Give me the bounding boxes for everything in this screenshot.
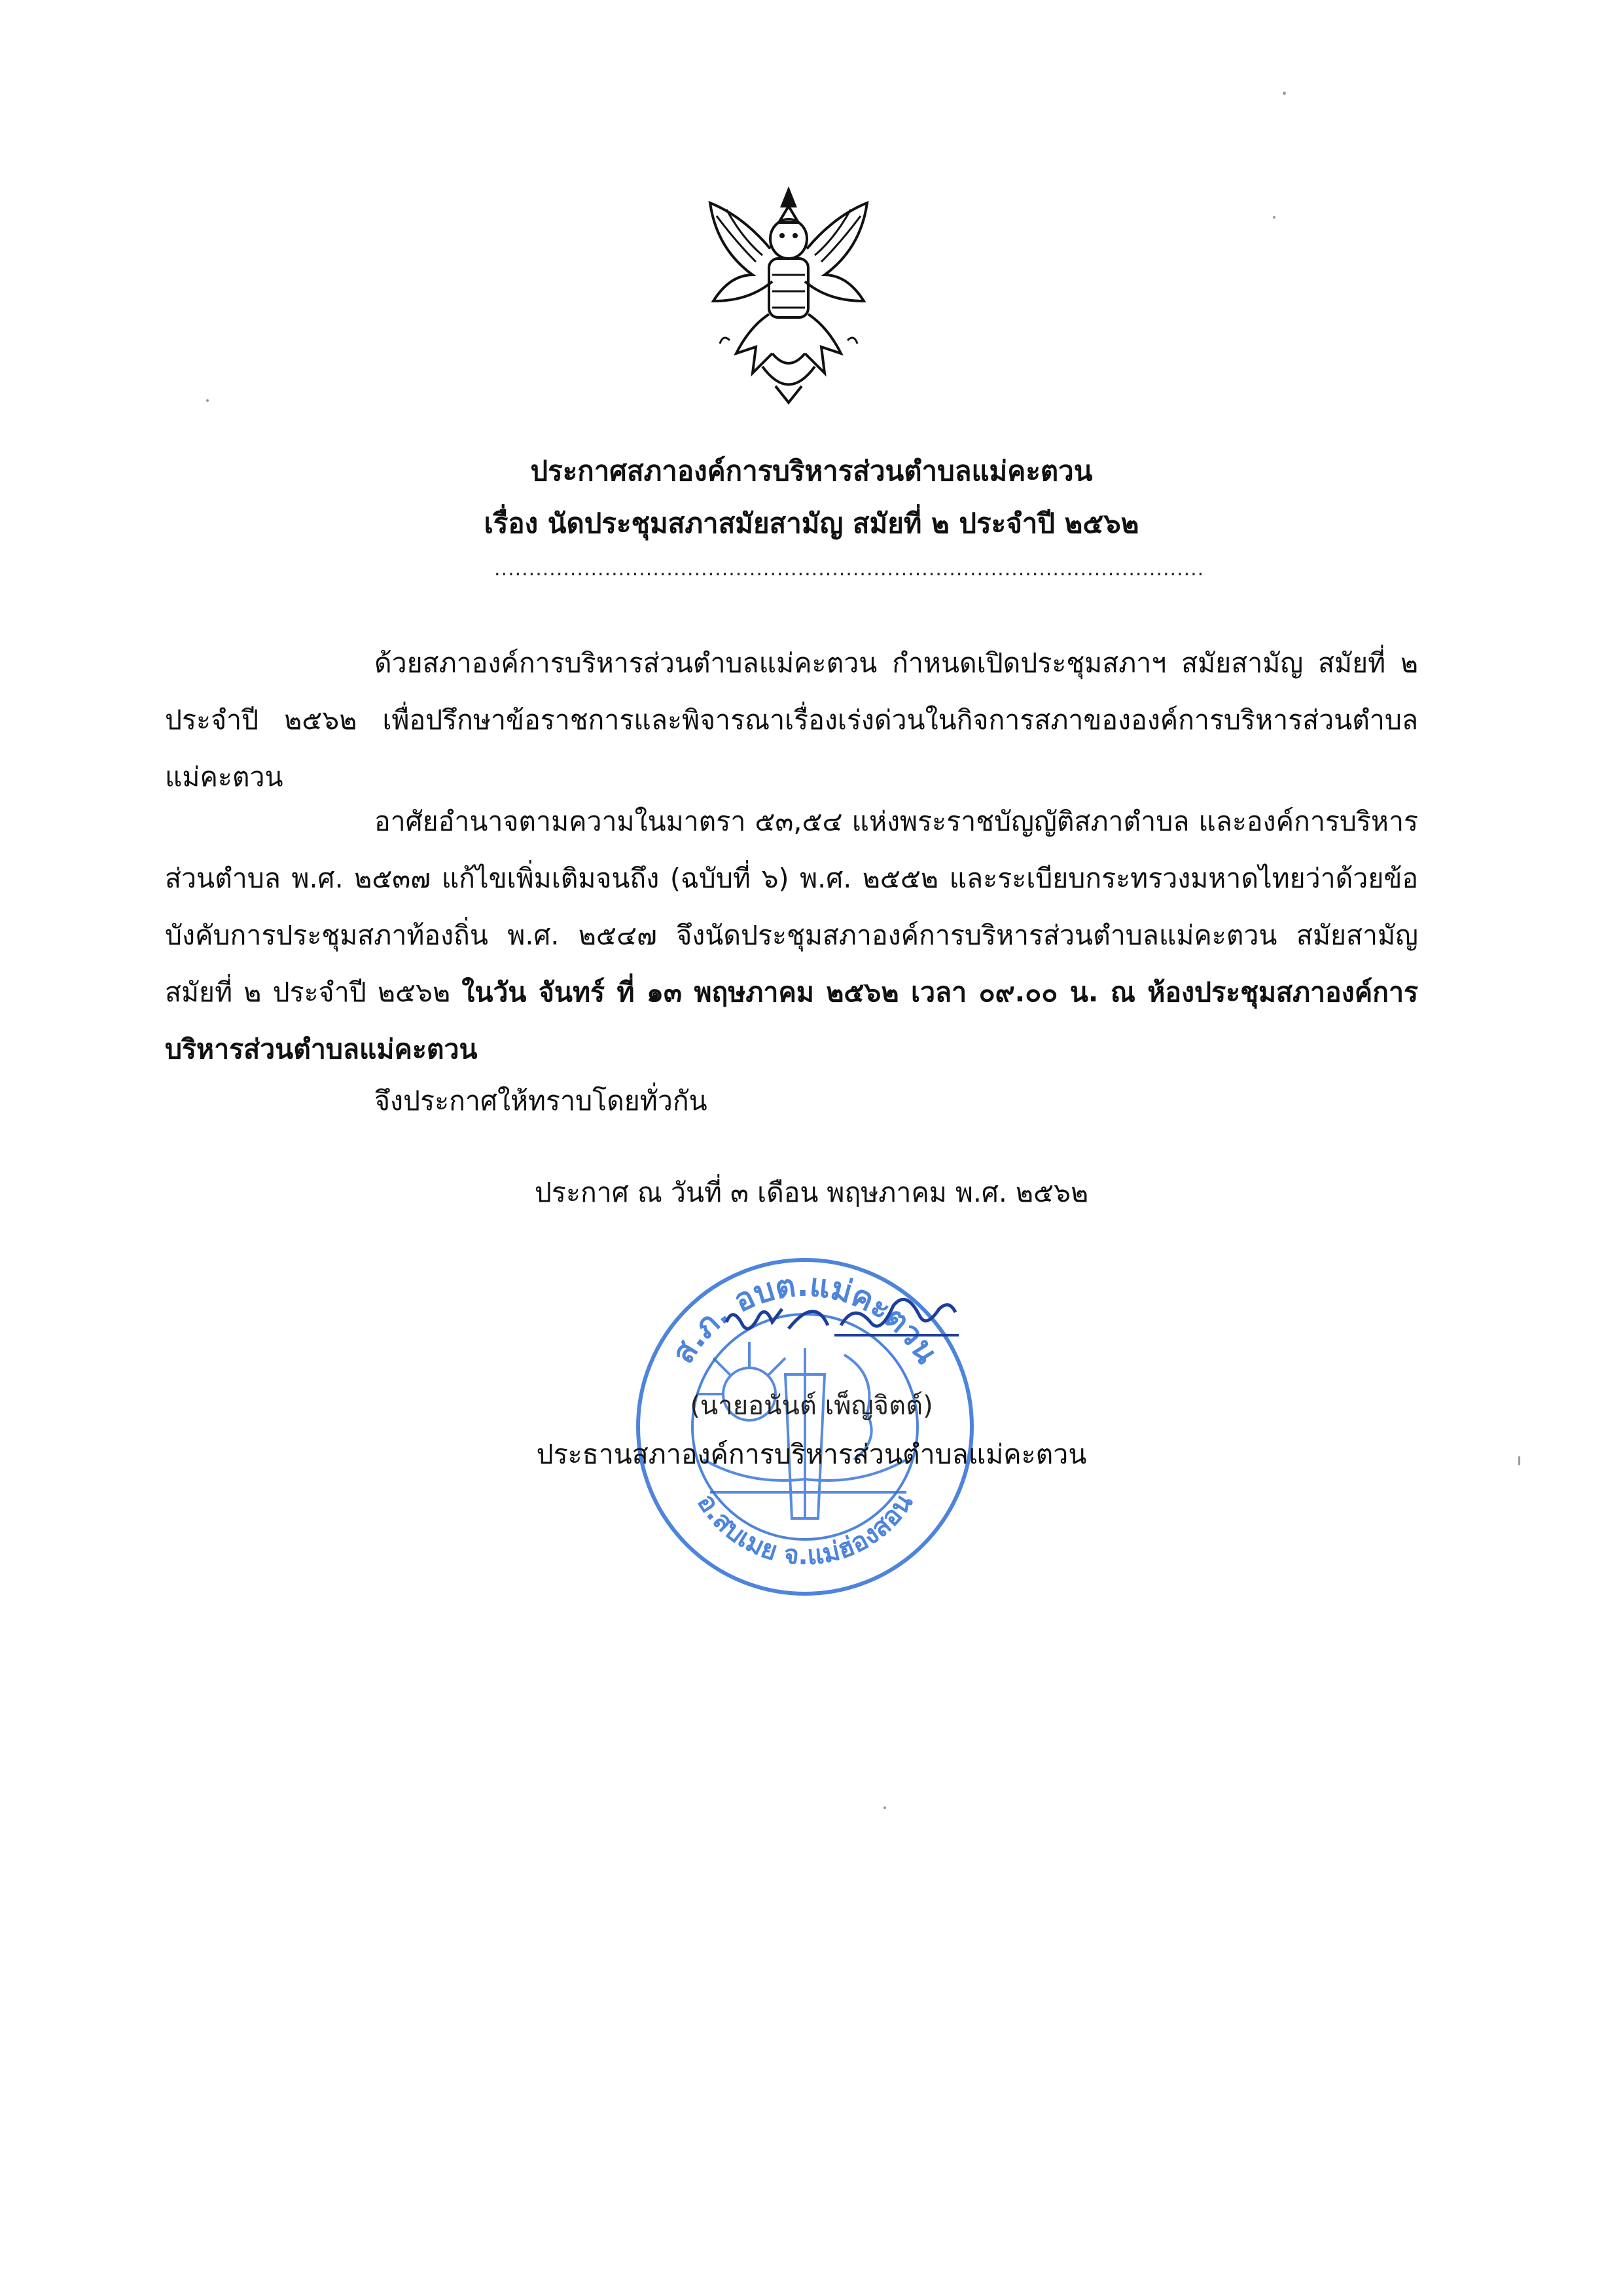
closing-statement: จึงประกาศให้ทราบโดยทั่วกัน [374, 1085, 707, 1117]
scan-speck [1273, 216, 1275, 219]
signatory-name: (นายอนันต์ เพ็ญจิตต์) [690, 1391, 933, 1421]
meeting-details: ในวัน จันทร์ ที่ ๑๓ พฤษภาคม ๒๕๖๒ เวลา ๐๙.๐๐ น. ณ ห้องประชุมสภาองค์การบริหารส่วนตำบลแม่คะตวน [165, 977, 1418, 1065]
announcement-title: ประกาศสภาองค์การบริหารส่วนตำบลแม่คะตวน [530, 455, 1093, 487]
scan-speck [1518, 1456, 1520, 1465]
scan-speck [1283, 92, 1286, 95]
scan-speck [206, 399, 209, 402]
signatory-position: ประธานสภาองค์การบริหารส่วนตำบลแม่คะตวน [536, 1439, 1087, 1470]
body-paragraph-1: ด้วยสภาองค์การบริหารส่วนตำบลแม่คะตวน กำหนดเปิดประชุมสภาฯ สมัยสามัญ สมัยที่ ๒ ประจำปี ๒๕๖๒ เพื่อปรึกษาข้อราชการและพิจารณาเรื่องเร่งด่วนในกิจการสภาขององค์การบริหารส่วนตำบลแม่คะตวน [165, 647, 1418, 793]
scan-speck [883, 1806, 886, 1809]
announcement-subject: เรื่อง นัดประชุมสภาสมัยสามัญ สมัยที่ ๒ ประจำปี ๒๕๖๒ [484, 507, 1139, 539]
body-paragraph-2 [165, 793, 1418, 1078]
stamp-text-top: ส.ภ. อบต.แม่คะตวน [664, 1266, 946, 1370]
stamp-text-bottom: อ.สบเมย จ.แม่ฮ่องสอน [690, 1488, 919, 1571]
official-stamp [618, 1244, 991, 1610]
announcement-date: ประกาศ ณ วันที่ ๓ เดือน พฤษภาคม พ.ศ. ๒๕๖๒ [534, 1177, 1089, 1208]
garuda-emblem-icon [690, 177, 887, 412]
stamp-inner-figure-icon [697, 1342, 906, 1518]
title-separator: ....................................................................................................... [494, 558, 1205, 581]
paragraph-2-text: อาศัยอำนาจตามความในมาตรา ๕๓,๕๔ แห่งพระราชบัญญัติสภาตำบล และองค์การบริหารส่วนตำบล พ.ศ. ๒๕๓๗ แก้ไขเพิ่มเติมจนถึง (ฉบับที่ ๖) พ.ศ. ๒๕๕๒ และระเบียบกระทรวงมหาดไทยว่าด้วยข้อบังคับการประชุมสภาท้องถิ่น พ.ศ. ๒๕๔๗ จึงนัดประชุมสภาองค์การบริหารส่วนตำบลแม่คะตวน สมัยสามัญ สมัยที่ ๒ ประจำปี ๒๕๖๒ [165, 806, 1418, 1008]
